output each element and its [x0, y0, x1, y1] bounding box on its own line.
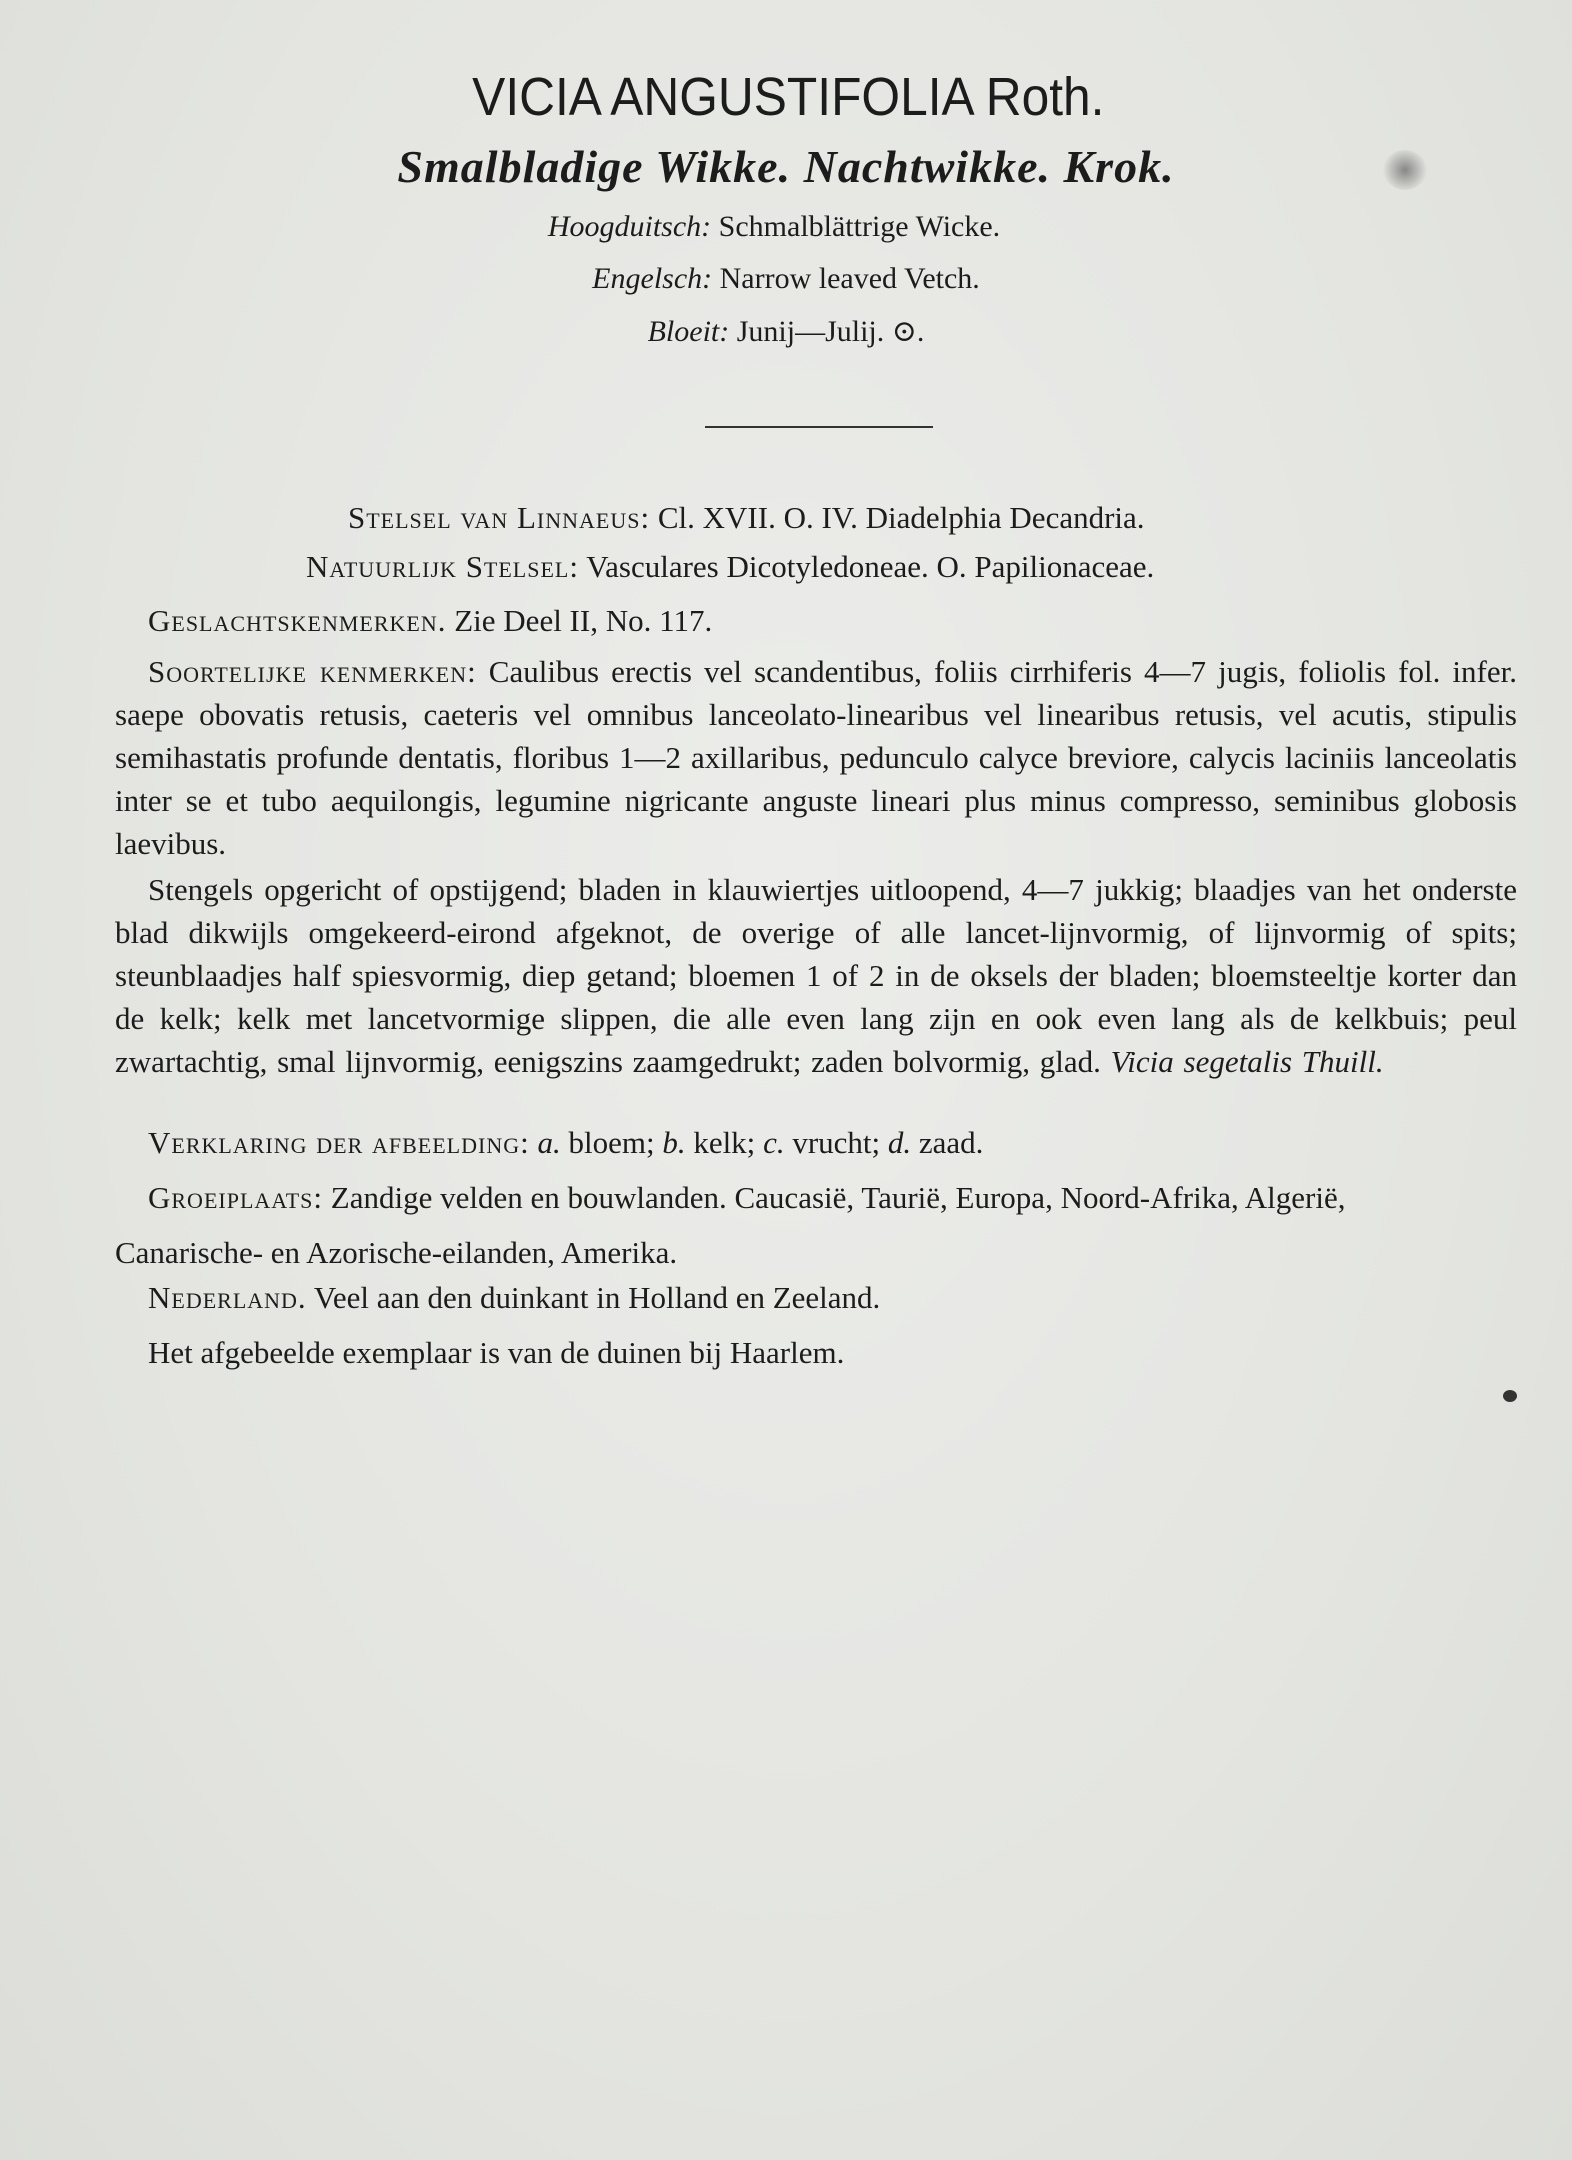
figure-key-a-text: bloem; [568, 1125, 655, 1160]
german-label: Hoogduitsch: [547, 210, 712, 243]
figure-key-d-text: zaad. [918, 1125, 984, 1160]
separator-rule [705, 426, 933, 428]
species-title: VICIA ANGUSTIFOLIA Roth. [472, 67, 1105, 127]
english-name [0, 262, 1572, 296]
natural-system-value: Vasculares Dicotyledoneae. O. Papilionaceae. [586, 549, 1155, 584]
netherlands-distribution [148, 1280, 880, 1316]
figure-key-c-text: vrucht; [792, 1125, 881, 1160]
flowering-value: Junij—Julij. ⊙. [736, 315, 925, 348]
genus-characteristics [148, 603, 712, 639]
figure-key-b: b. [662, 1125, 686, 1160]
flowering-label: Bloeit: [647, 315, 730, 348]
species-description-dutch [115, 868, 1517, 1083]
habitat-continued: Canarische- en Azorische-eilanden, Amerika. [115, 1235, 678, 1270]
figure-key-d: d. [887, 1125, 912, 1160]
genus-label: Geslachtskenmerken. [148, 603, 447, 638]
figure-explanation-label: Verklaring der afbeelding: [148, 1125, 530, 1160]
common-names: Smalbladige Wikke. Nachtwikke. Krok. [397, 141, 1175, 192]
habitat [148, 1180, 1346, 1216]
english-value: Narrow leaved Vetch. [719, 262, 980, 295]
english-label: Engelsch: [592, 262, 713, 295]
synonym: Vicia segetalis Thuill. [1110, 1044, 1384, 1079]
figure-key-b-text: kelk; [693, 1125, 756, 1160]
german-value: Schmalblättrige Wicke. [718, 210, 1001, 243]
habitat-line-1: Zandige velden en bouwlanden. Caucasië, Taurië, Europa, Noord-Afrika, Algerië, [330, 1180, 1346, 1215]
figure-key-a: a. [537, 1125, 561, 1160]
dutch-description-text: Stengels opgericht of opstijgend; bladen in klauwiertjes uitloopend, 4—7 jukkig; blaadjes van het onderste blad dikwijls omgekeerd-eirond afgeknot, de overige of alle lancet-lijnvormig, of lijnvormig of spits; steunblaadjes half spiesvormig, diep getand; bloemen 1 of 2 in de oksels der bladen; bloemsteeltje korter dan de kelk; kelk met lancetvormige slippen, die alle even lang zijn en ook even lang als de kelkbuis; peul zwartachtig, smal lijnvormig, eenigszins zaamgedrukt; zaden bolvormig, glad. [115, 872, 1517, 1079]
natural-system [306, 549, 1154, 585]
netherlands-label: Nederland. [148, 1280, 307, 1315]
natural-system-label: Natuurlijk Stelsel: [306, 549, 579, 584]
species-characteristics-text: Caulibus erectis vel scandentibus, foliis cirrhiferis 4—7 jugis, foliolis fol. infer. saepe obovatis retusis, caeteris vel omnibus lanceolato-linearibus vel linearibus retusis, vel acutis, stipulis semihastatis profunde dentatis, floribus 1—2 axillaribus, pedunculo calyce breviore, calycis laciniis lanceolatis inter se et tubo aequilongis, legumine nigricante anguste lineari plus minus compresso, seminibus globosis laevibus. [115, 654, 1517, 861]
figure-key-c: c. [763, 1125, 785, 1160]
specimen-note: Het afgebeelde exemplaar is van de duinen bij Haarlem. [148, 1335, 845, 1370]
species-characteristics-label: Soortelijke kenmerken: [148, 654, 477, 689]
species-characteristics-latin [115, 650, 1517, 865]
linnaeus-system [348, 500, 1145, 536]
figure-explanation [148, 1125, 983, 1161]
ink-spot [1503, 1390, 1517, 1402]
netherlands-text: Veel aan den duinkant in Holland en Zeeland. [313, 1280, 881, 1315]
genus-value: Zie Deel II, No. 117. [454, 603, 713, 638]
linnaeus-label: Stelsel van Linnaeus: [348, 500, 651, 535]
german-name [0, 210, 1572, 244]
linnaeus-value: Cl. XVII. O. IV. Diadelphia Decandria. [657, 500, 1145, 535]
flowering-period [0, 314, 1572, 349]
habitat-label: Groeiplaats: [148, 1180, 324, 1215]
